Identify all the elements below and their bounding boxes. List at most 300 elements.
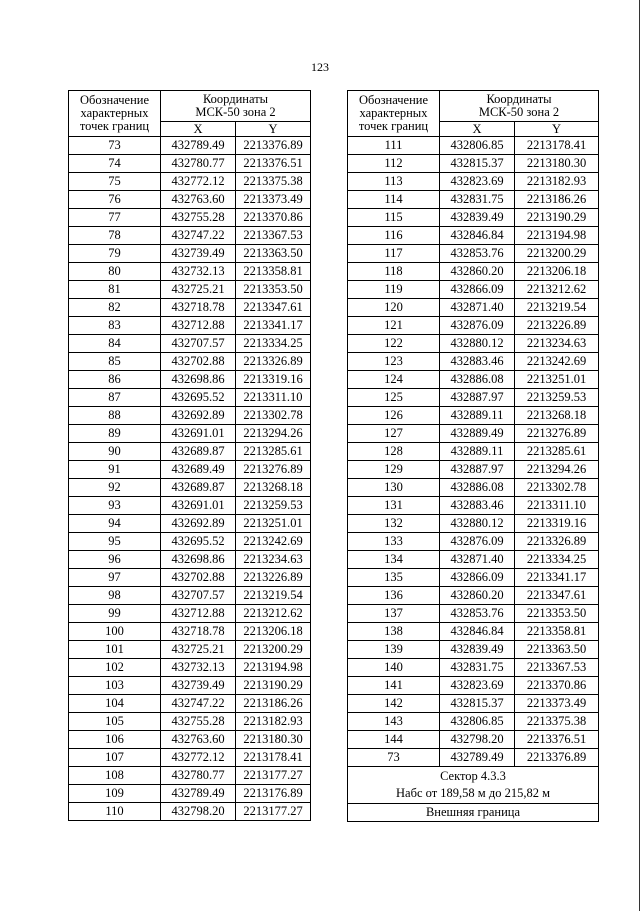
y-coordinate-cell: 2213276.89 xyxy=(515,425,599,443)
x-coordinate-cell: 432695.52 xyxy=(161,533,236,551)
x-coordinate-cell: 432871.40 xyxy=(440,551,515,569)
x-coordinate-cell: 432780.77 xyxy=(161,155,236,173)
y-coordinate-cell: 2213376.51 xyxy=(515,731,599,749)
x-coordinate-cell: 432725.21 xyxy=(161,641,236,659)
table-row xyxy=(348,587,599,605)
table-row xyxy=(69,263,311,281)
table-row xyxy=(69,227,311,245)
x-coordinate-cell: 432698.86 xyxy=(161,371,236,389)
y-coordinate-cell: 2213268.18 xyxy=(236,479,311,497)
x-coordinate-cell: 432806.85 xyxy=(440,137,515,155)
table-row xyxy=(69,155,311,173)
y-coordinate-cell: 2213334.25 xyxy=(515,551,599,569)
y-coordinate-cell: 2213212.62 xyxy=(236,605,311,623)
point-id-cell: 105 xyxy=(69,713,161,731)
table-row xyxy=(69,407,311,425)
point-id-cell: 137 xyxy=(348,605,440,623)
x-coordinate-cell: 432789.49 xyxy=(440,749,515,767)
y-coordinate-cell: 2213370.86 xyxy=(515,677,599,695)
table-row xyxy=(348,623,599,641)
y-coordinate-cell: 2213177.27 xyxy=(236,803,311,821)
table-row xyxy=(348,533,599,551)
point-id-cell: 111 xyxy=(348,137,440,155)
y-coordinate-cell: 2213341.17 xyxy=(236,317,311,335)
point-id-cell: 107 xyxy=(69,749,161,767)
y-coordinate-cell: 2213367.53 xyxy=(236,227,311,245)
x-coordinate-cell: 432702.88 xyxy=(161,569,236,587)
point-id-cell: 113 xyxy=(348,173,440,191)
point-id-cell: 83 xyxy=(69,317,161,335)
y-coordinate-cell: 2213358.81 xyxy=(515,623,599,641)
y-coordinate-cell: 2213200.29 xyxy=(236,641,311,659)
point-id-cell: 125 xyxy=(348,389,440,407)
x-coordinate-cell: 432691.01 xyxy=(161,425,236,443)
y-coordinate-cell: 2213251.01 xyxy=(236,515,311,533)
point-id-cell: 99 xyxy=(69,605,161,623)
y-coordinate-cell: 2213334.25 xyxy=(236,335,311,353)
point-id-cell: 95 xyxy=(69,533,161,551)
y-coordinate-cell: 2213251.01 xyxy=(515,371,599,389)
table-row xyxy=(348,209,599,227)
y-coordinate-cell: 2213341.17 xyxy=(515,569,599,587)
table-row xyxy=(69,353,311,371)
table-row xyxy=(69,749,311,767)
x-coordinate-cell: 432823.69 xyxy=(440,173,515,191)
y-coordinate-cell: 2213182.93 xyxy=(515,173,599,191)
point-id-cell: 97 xyxy=(69,569,161,587)
point-id-cell: 136 xyxy=(348,587,440,605)
point-id-cell: 94 xyxy=(69,515,161,533)
x-coordinate-cell: 432860.20 xyxy=(440,587,515,605)
x-coordinate-cell: 432772.12 xyxy=(161,749,236,767)
table-row xyxy=(69,659,311,677)
x-coordinate-cell: 432718.78 xyxy=(161,623,236,641)
x-coordinate-cell: 432698.86 xyxy=(161,551,236,569)
x-coordinate-cell: 432692.89 xyxy=(161,407,236,425)
y-coordinate-cell: 2213363.50 xyxy=(515,641,599,659)
point-id-cell: 89 xyxy=(69,425,161,443)
table-row xyxy=(69,389,311,407)
designation-header: Обозначение характерных точек границ xyxy=(348,91,440,137)
x-coordinate-cell: 432755.28 xyxy=(161,209,236,227)
y-coordinate-cell: 2213347.61 xyxy=(236,299,311,317)
y-coordinate-cell: 2213212.62 xyxy=(515,281,599,299)
point-id-cell: 130 xyxy=(348,479,440,497)
point-id-cell: 73 xyxy=(348,749,440,767)
table-row xyxy=(348,173,599,191)
table-row xyxy=(69,299,311,317)
y-coordinate-cell: 2213219.54 xyxy=(515,299,599,317)
table-row xyxy=(348,461,599,479)
x-coordinate-cell: 432880.12 xyxy=(440,335,515,353)
coordinates-header: Координаты МСК-50 зона 2 xyxy=(440,91,599,122)
x-coordinate-cell: 432831.75 xyxy=(440,191,515,209)
y-coordinate-cell: 2213242.69 xyxy=(515,353,599,371)
y-coordinate-cell: 2213375.38 xyxy=(515,713,599,731)
point-id-cell: 84 xyxy=(69,335,161,353)
table-row xyxy=(348,245,599,263)
table-row xyxy=(348,191,599,209)
x-coordinate-cell: 432725.21 xyxy=(161,281,236,299)
x-coordinate-cell: 432883.46 xyxy=(440,497,515,515)
y-header: Y xyxy=(515,122,599,137)
y-coordinate-cell: 2213276.89 xyxy=(236,461,311,479)
y-coordinate-cell: 2213242.69 xyxy=(236,533,311,551)
x-coordinate-cell: 432763.60 xyxy=(161,191,236,209)
point-id-cell: 128 xyxy=(348,443,440,461)
point-id-cell: 87 xyxy=(69,389,161,407)
x-coordinate-cell: 432798.20 xyxy=(440,731,515,749)
x-coordinate-cell: 432889.11 xyxy=(440,443,515,461)
y-coordinate-cell: 2213180.30 xyxy=(236,731,311,749)
x-coordinate-cell: 432739.49 xyxy=(161,677,236,695)
table-row xyxy=(69,425,311,443)
y-coordinate-cell: 2213376.89 xyxy=(515,749,599,767)
table-row xyxy=(69,695,311,713)
point-id-cell: 120 xyxy=(348,299,440,317)
x-coordinate-cell: 432707.57 xyxy=(161,587,236,605)
point-id-cell: 139 xyxy=(348,641,440,659)
table-row xyxy=(348,713,599,731)
designation-header: Обозначение характерных точек границ xyxy=(69,91,161,137)
y-coordinate-cell: 2213302.78 xyxy=(515,479,599,497)
point-id-cell: 138 xyxy=(348,623,440,641)
y-coordinate-cell: 2213178.41 xyxy=(236,749,311,767)
point-id-cell: 79 xyxy=(69,245,161,263)
point-id-cell: 141 xyxy=(348,677,440,695)
y-coordinate-cell: 2213186.26 xyxy=(236,695,311,713)
point-id-cell: 91 xyxy=(69,461,161,479)
point-id-cell: 93 xyxy=(69,497,161,515)
y-coordinate-cell: 2213294.26 xyxy=(236,425,311,443)
point-id-cell: 103 xyxy=(69,677,161,695)
table-row xyxy=(348,677,599,695)
table-row xyxy=(348,137,599,155)
x-coordinate-cell: 432707.57 xyxy=(161,335,236,353)
x-coordinate-cell: 432732.13 xyxy=(161,263,236,281)
y-coordinate-cell: 2213259.53 xyxy=(236,497,311,515)
x-coordinate-cell: 432755.28 xyxy=(161,713,236,731)
y-coordinate-cell: 2213302.78 xyxy=(236,407,311,425)
x-coordinate-cell: 432887.97 xyxy=(440,389,515,407)
table-row xyxy=(348,389,599,407)
x-coordinate-cell: 432831.75 xyxy=(440,659,515,677)
y-coordinate-cell: 2213319.16 xyxy=(515,515,599,533)
y-coordinate-cell: 2213190.29 xyxy=(515,209,599,227)
y-coordinate-cell: 2213259.53 xyxy=(515,389,599,407)
table-row xyxy=(348,695,599,713)
y-coordinate-cell: 2213376.51 xyxy=(236,155,311,173)
table-row xyxy=(348,443,599,461)
table-row xyxy=(69,245,311,263)
point-id-cell: 100 xyxy=(69,623,161,641)
x-coordinate-cell: 432889.11 xyxy=(440,407,515,425)
x-coordinate-cell: 432691.01 xyxy=(161,497,236,515)
x-coordinate-cell: 432718.78 xyxy=(161,299,236,317)
table-row xyxy=(69,515,311,533)
point-id-cell: 124 xyxy=(348,371,440,389)
table-row xyxy=(348,497,599,515)
point-id-cell: 76 xyxy=(69,191,161,209)
boundary-label: Внешняя граница xyxy=(348,804,599,822)
point-id-cell: 110 xyxy=(69,803,161,821)
y-coordinate-cell: 2213190.29 xyxy=(236,677,311,695)
point-id-cell: 127 xyxy=(348,425,440,443)
point-id-cell: 109 xyxy=(69,785,161,803)
x-coordinate-cell: 432883.46 xyxy=(440,353,515,371)
y-coordinate-cell: 2213376.89 xyxy=(236,137,311,155)
point-id-cell: 78 xyxy=(69,227,161,245)
x-coordinate-cell: 432880.12 xyxy=(440,515,515,533)
point-id-cell: 131 xyxy=(348,497,440,515)
table-row xyxy=(348,479,599,497)
point-id-cell: 101 xyxy=(69,641,161,659)
point-id-cell: 81 xyxy=(69,281,161,299)
x-coordinate-cell: 432876.09 xyxy=(440,317,515,335)
table-row xyxy=(69,605,311,623)
y-coordinate-cell: 2213234.63 xyxy=(236,551,311,569)
y-coordinate-cell: 2213367.53 xyxy=(515,659,599,677)
x-coordinate-cell: 432702.88 xyxy=(161,353,236,371)
point-id-cell: 118 xyxy=(348,263,440,281)
x-coordinate-cell: 432789.49 xyxy=(161,785,236,803)
page-number: 123 xyxy=(311,60,329,74)
x-coordinate-cell: 432866.09 xyxy=(440,281,515,299)
point-id-cell: 134 xyxy=(348,551,440,569)
point-id-cell: 104 xyxy=(69,695,161,713)
y-coordinate-cell: 2213373.49 xyxy=(236,191,311,209)
x-header: X xyxy=(161,122,236,137)
point-id-cell: 133 xyxy=(348,533,440,551)
table-row xyxy=(69,569,311,587)
x-coordinate-cell: 432889.49 xyxy=(440,425,515,443)
table-row xyxy=(348,263,599,281)
y-coordinate-cell: 2213353.50 xyxy=(236,281,311,299)
y-coordinate-cell: 2213182.93 xyxy=(236,713,311,731)
table-row xyxy=(69,497,311,515)
point-id-cell: 74 xyxy=(69,155,161,173)
table-row xyxy=(348,317,599,335)
table-row xyxy=(348,425,599,443)
y-coordinate-cell: 2213285.61 xyxy=(515,443,599,461)
y-coordinate-cell: 2213319.16 xyxy=(236,371,311,389)
point-id-cell: 80 xyxy=(69,263,161,281)
table-row xyxy=(348,335,599,353)
point-id-cell: 115 xyxy=(348,209,440,227)
y-coordinate-cell: 2213206.18 xyxy=(236,623,311,641)
point-id-cell: 123 xyxy=(348,353,440,371)
table-row xyxy=(69,191,311,209)
x-coordinate-cell: 432689.49 xyxy=(161,461,236,479)
point-id-cell: 92 xyxy=(69,479,161,497)
point-id-cell: 116 xyxy=(348,227,440,245)
y-coordinate-cell: 2213358.81 xyxy=(236,263,311,281)
y-coordinate-cell: 2213347.61 xyxy=(515,587,599,605)
table-row xyxy=(348,353,599,371)
table-row xyxy=(69,137,311,155)
y-coordinate-cell: 2213268.18 xyxy=(515,407,599,425)
point-id-cell: 108 xyxy=(69,767,161,785)
x-coordinate-cell: 432860.20 xyxy=(440,263,515,281)
table-row xyxy=(69,317,311,335)
coordinates-table-right xyxy=(347,90,599,822)
y-coordinate-cell: 2213311.10 xyxy=(515,497,599,515)
y-coordinate-cell: 2213186.26 xyxy=(515,191,599,209)
y-coordinate-cell: 2213375.38 xyxy=(236,173,311,191)
x-coordinate-cell: 432846.84 xyxy=(440,623,515,641)
point-id-cell: 77 xyxy=(69,209,161,227)
table-row xyxy=(69,173,311,191)
y-coordinate-cell: 2213194.98 xyxy=(236,659,311,677)
point-id-cell: 126 xyxy=(348,407,440,425)
x-coordinate-cell: 432806.85 xyxy=(440,713,515,731)
table-row xyxy=(348,281,599,299)
table-row xyxy=(69,281,311,299)
table-row xyxy=(348,515,599,533)
y-coordinate-cell: 2213200.29 xyxy=(515,245,599,263)
point-id-cell: 114 xyxy=(348,191,440,209)
x-coordinate-cell: 432692.89 xyxy=(161,515,236,533)
table-row xyxy=(69,677,311,695)
x-coordinate-cell: 432780.77 xyxy=(161,767,236,785)
table-row xyxy=(69,641,311,659)
table-row xyxy=(348,659,599,677)
table-row xyxy=(348,731,599,749)
y-coordinate-cell: 2213363.50 xyxy=(236,245,311,263)
x-coordinate-cell: 432695.52 xyxy=(161,389,236,407)
point-id-cell: 96 xyxy=(69,551,161,569)
y-coordinate-cell: 2213178.41 xyxy=(515,137,599,155)
point-id-cell: 73 xyxy=(69,137,161,155)
table-row xyxy=(69,371,311,389)
x-coordinate-cell: 432798.20 xyxy=(161,803,236,821)
point-id-cell: 112 xyxy=(348,155,440,173)
x-coordinate-cell: 432853.76 xyxy=(440,605,515,623)
table-row xyxy=(348,155,599,173)
y-coordinate-cell: 2213311.10 xyxy=(236,389,311,407)
table-row xyxy=(69,335,311,353)
point-id-cell: 132 xyxy=(348,515,440,533)
x-coordinate-cell: 432689.87 xyxy=(161,479,236,497)
x-coordinate-cell: 432886.08 xyxy=(440,371,515,389)
x-coordinate-cell: 432815.37 xyxy=(440,695,515,713)
point-id-cell: 129 xyxy=(348,461,440,479)
table-row xyxy=(348,749,599,767)
y-coordinate-cell: 2213326.89 xyxy=(236,353,311,371)
table-row xyxy=(69,713,311,731)
table-row xyxy=(348,371,599,389)
x-coordinate-cell: 432823.69 xyxy=(440,677,515,695)
y-coordinate-cell: 2213353.50 xyxy=(515,605,599,623)
x-coordinate-cell: 432886.08 xyxy=(440,479,515,497)
table-row xyxy=(69,551,311,569)
table-row xyxy=(69,587,311,605)
x-coordinate-cell: 432739.49 xyxy=(161,245,236,263)
point-id-cell: 75 xyxy=(69,173,161,191)
table-row xyxy=(69,443,311,461)
table-row xyxy=(348,227,599,245)
x-coordinate-cell: 432747.22 xyxy=(161,227,236,245)
table-row xyxy=(348,641,599,659)
table-row xyxy=(69,479,311,497)
y-coordinate-cell: 2213373.49 xyxy=(515,695,599,713)
y-coordinate-cell: 2213294.26 xyxy=(515,461,599,479)
y-coordinate-cell: 2213206.18 xyxy=(515,263,599,281)
table-row xyxy=(348,569,599,587)
y-coordinate-cell: 2213370.86 xyxy=(236,209,311,227)
x-coordinate-cell: 432815.37 xyxy=(440,155,515,173)
y-coordinate-cell: 2213176.89 xyxy=(236,785,311,803)
table-row xyxy=(69,461,311,479)
point-id-cell: 143 xyxy=(348,713,440,731)
point-id-cell: 142 xyxy=(348,695,440,713)
point-id-cell: 102 xyxy=(69,659,161,677)
point-id-cell: 140 xyxy=(348,659,440,677)
table-row xyxy=(348,407,599,425)
x-coordinate-cell: 432871.40 xyxy=(440,299,515,317)
point-id-cell: 106 xyxy=(69,731,161,749)
x-header: X xyxy=(440,122,515,137)
x-coordinate-cell: 432839.49 xyxy=(440,641,515,659)
point-id-cell: 121 xyxy=(348,317,440,335)
point-id-cell: 82 xyxy=(69,299,161,317)
coordinates-header: Координаты МСК-50 зона 2 xyxy=(161,91,311,122)
x-coordinate-cell: 432866.09 xyxy=(440,569,515,587)
table-row xyxy=(69,623,311,641)
point-id-cell: 117 xyxy=(348,245,440,263)
x-coordinate-cell: 432689.87 xyxy=(161,443,236,461)
y-coordinate-cell: 2213234.63 xyxy=(515,335,599,353)
table-row xyxy=(348,551,599,569)
x-coordinate-cell: 432772.12 xyxy=(161,173,236,191)
table-row xyxy=(348,299,599,317)
x-coordinate-cell: 432747.22 xyxy=(161,695,236,713)
y-coordinate-cell: 2213226.89 xyxy=(236,569,311,587)
table-row xyxy=(69,533,311,551)
y-coordinate-cell: 2213326.89 xyxy=(515,533,599,551)
point-id-cell: 144 xyxy=(348,731,440,749)
point-id-cell: 135 xyxy=(348,569,440,587)
x-coordinate-cell: 432712.88 xyxy=(161,605,236,623)
table-row xyxy=(69,785,311,803)
y-header: Y xyxy=(236,122,311,137)
y-coordinate-cell: 2213226.89 xyxy=(515,317,599,335)
table-row xyxy=(69,803,311,821)
x-coordinate-cell: 432763.60 xyxy=(161,731,236,749)
table-row xyxy=(69,731,311,749)
x-coordinate-cell: 432853.76 xyxy=(440,245,515,263)
x-coordinate-cell: 432876.09 xyxy=(440,533,515,551)
point-id-cell: 88 xyxy=(69,407,161,425)
point-id-cell: 85 xyxy=(69,353,161,371)
table-row xyxy=(69,209,311,227)
x-coordinate-cell: 432839.49 xyxy=(440,209,515,227)
y-coordinate-cell: 2213177.27 xyxy=(236,767,311,785)
x-coordinate-cell: 432732.13 xyxy=(161,659,236,677)
sector-label: Сектор 4.3.3 Набс от 189,58 м до 215,82 м xyxy=(348,767,599,804)
y-coordinate-cell: 2213194.98 xyxy=(515,227,599,245)
x-coordinate-cell: 432887.97 xyxy=(440,461,515,479)
x-coordinate-cell: 432712.88 xyxy=(161,317,236,335)
x-coordinate-cell: 432789.49 xyxy=(161,137,236,155)
table-row xyxy=(69,767,311,785)
point-id-cell: 98 xyxy=(69,587,161,605)
point-id-cell: 86 xyxy=(69,371,161,389)
y-coordinate-cell: 2213180.30 xyxy=(515,155,599,173)
y-coordinate-cell: 2213285.61 xyxy=(236,443,311,461)
point-id-cell: 122 xyxy=(348,335,440,353)
coordinates-table-left xyxy=(68,90,311,821)
